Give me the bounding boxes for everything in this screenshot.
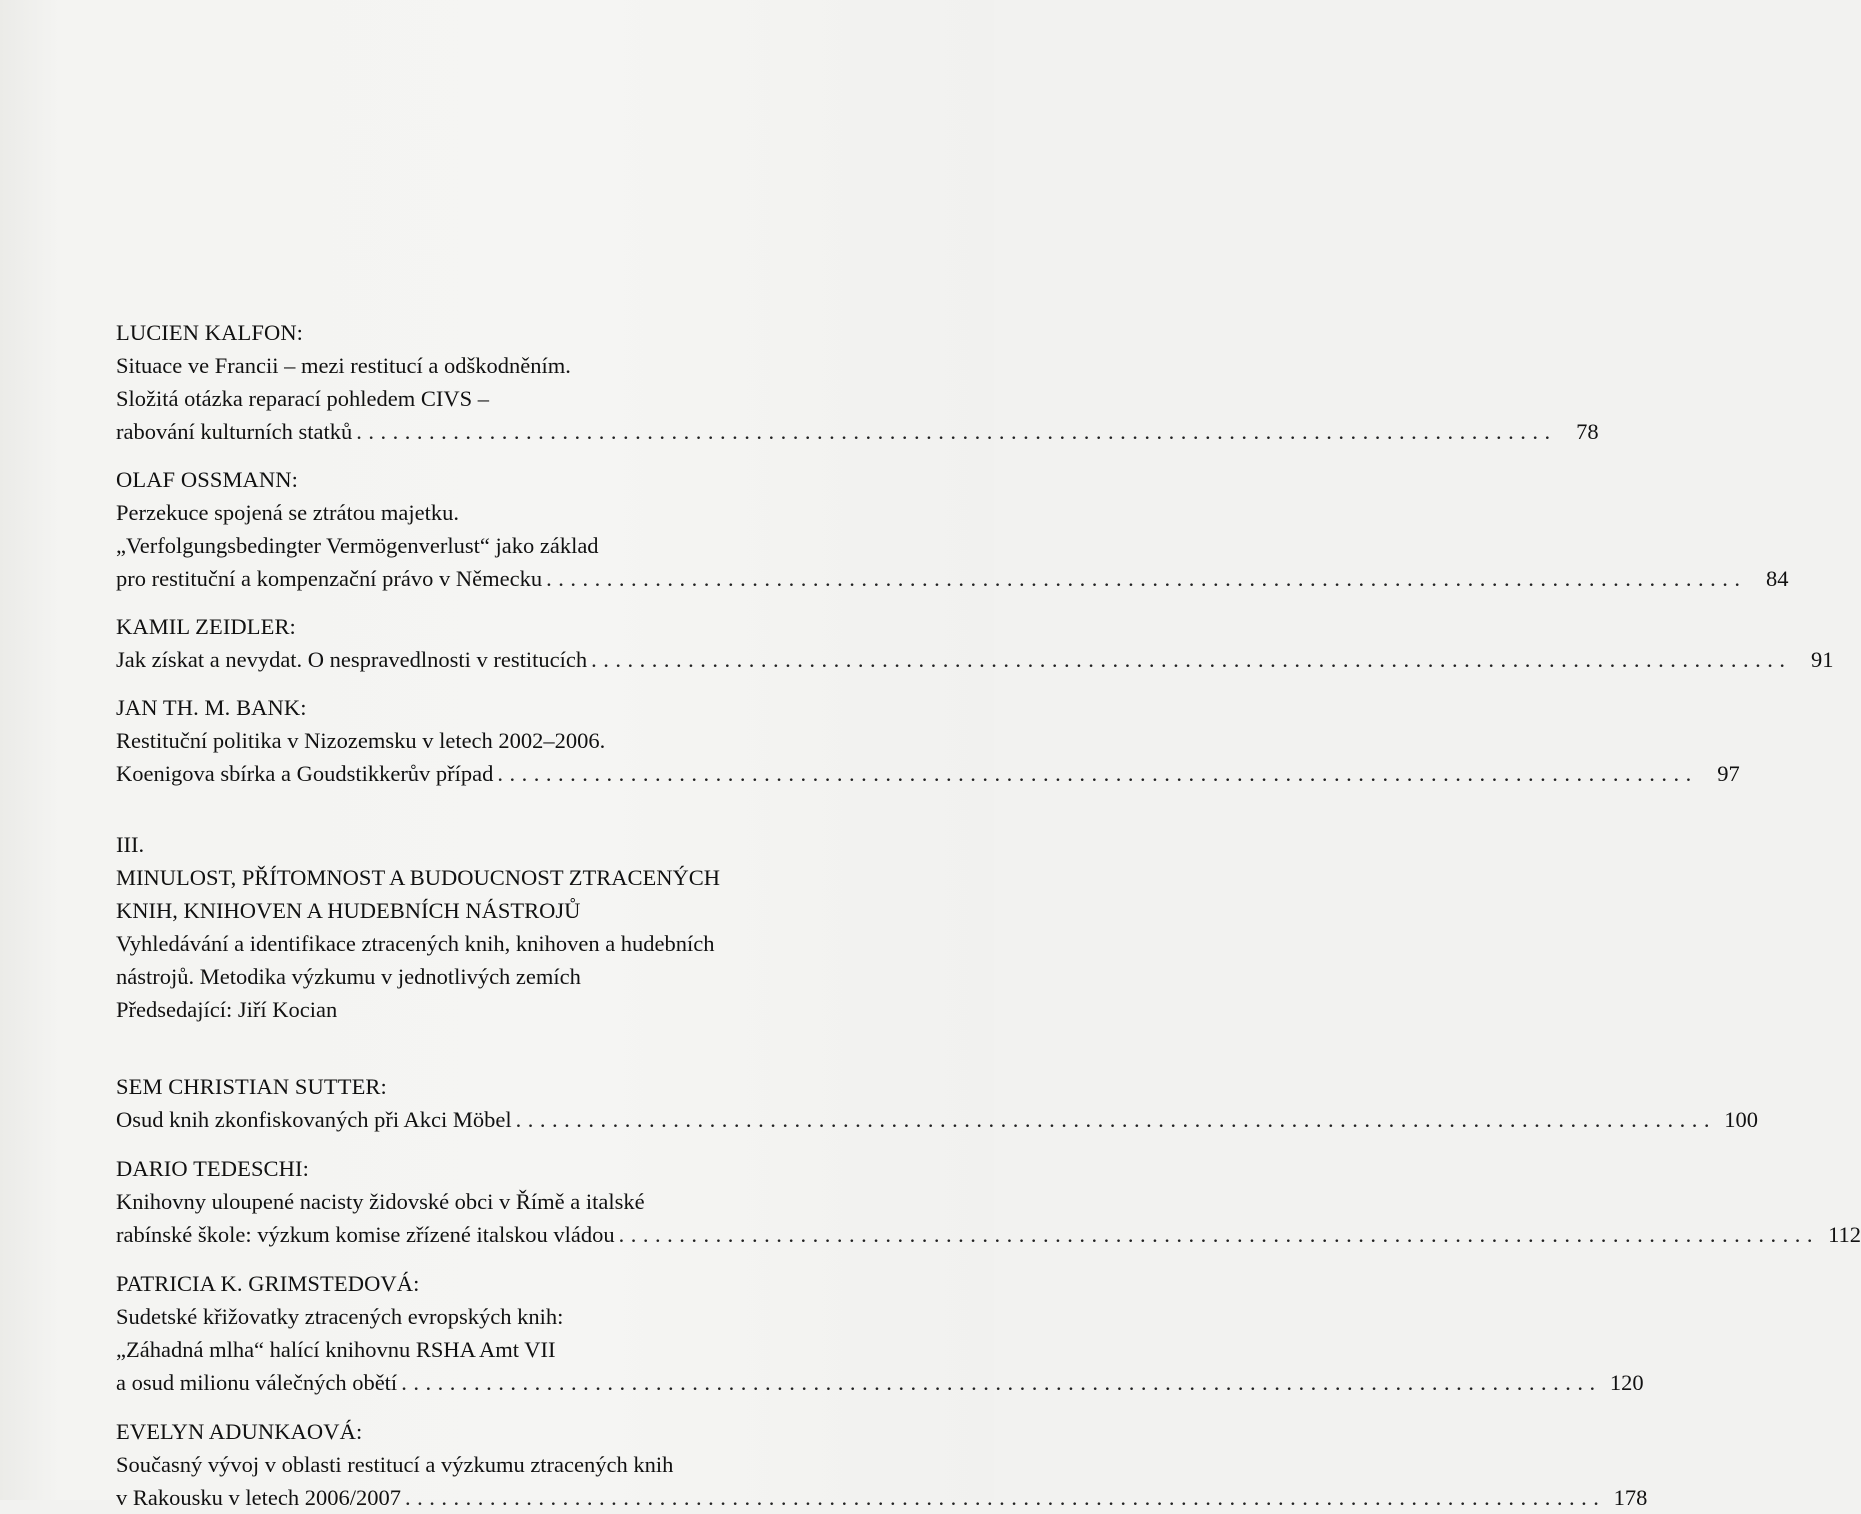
toc-page-number: 178 <box>1613 1485 1648 1510</box>
toc-author: EVELYN ADUNKAOVÁ: <box>116 1419 363 1444</box>
toc-entry <box>116 610 1834 676</box>
toc-entry <box>116 1267 1644 1399</box>
dot-leader: ................................................................................................... <box>497 761 1698 786</box>
dot-leader: ................................................................................................... <box>404 1485 1606 1510</box>
toc-title-line: Složitá otázka reparací pohledem CIVS – <box>116 386 489 411</box>
toc-leader-line <box>116 643 1834 676</box>
dot-leader: ................................................................................................... <box>618 1222 1820 1247</box>
toc-section <box>116 828 906 1026</box>
toc-title-line: rabování kulturních statků <box>116 419 353 444</box>
toc-title-line: v Rakousku v letech 2006/2007 <box>116 1485 401 1510</box>
toc-page-number: 100 <box>1724 1107 1758 1132</box>
toc-title-line: Situace ve Francii – mezi restitucí a odškodněním. <box>116 353 571 378</box>
toc-author: DARIO TEDESCHI: <box>116 1156 309 1181</box>
toc-title-line: a osud milionu válečných obětí <box>116 1370 398 1395</box>
toc-leader-line <box>116 1366 1644 1399</box>
toc-entry <box>116 691 1740 790</box>
section-subtitle-line: nástrojů. Metodika výzkumu v jednotlivých zemích <box>116 964 581 989</box>
toc-entry <box>116 316 1599 448</box>
toc-entry <box>116 463 1789 595</box>
toc-title-line: pro restituční a kompenzační právo v Německu <box>116 566 543 591</box>
toc-title-line: Koenigova sbírka a Goudstikkerův případ <box>116 761 494 786</box>
toc-author: JAN TH. M. BANK: <box>116 695 307 720</box>
toc-page-number: 120 <box>1609 1370 1644 1395</box>
toc-title-line: Sudetské křižovatky ztracených evropských knih: <box>116 1304 564 1329</box>
dot-leader: ................................................................................................... <box>591 647 1792 672</box>
toc-leader-line <box>116 1103 1758 1136</box>
toc-author: KAMIL ZEIDLER: <box>116 614 296 639</box>
toc-leader-line <box>116 562 1789 595</box>
section-chair: Předsedající: Jiří Kocian <box>116 997 338 1022</box>
toc-entry <box>116 1415 1648 1514</box>
toc-title-line: Současný vývoj v oblasti restitucí a výzkumu ztracených knih <box>116 1452 674 1477</box>
toc-page-number: 84 <box>1765 566 1789 591</box>
toc-page-number: 91 <box>1811 647 1834 672</box>
toc-page-number: 78 <box>1576 419 1599 444</box>
section-title-line: MINULOST, PŘÍTOMNOST A BUDOUCNOST ZTRACENÝCH <box>116 865 721 890</box>
toc-leader-line <box>116 415 1599 448</box>
dot-leader: ................................................................................................... <box>546 566 1747 591</box>
toc-leader-line <box>116 1481 1648 1514</box>
toc-title-line: Perzekuce spojená se ztrátou majetku. <box>116 500 459 525</box>
section-number: III. <box>116 832 145 857</box>
toc-title-line: rabínské škole: výzkum komise zřízené italskou vládou <box>116 1222 615 1247</box>
section-subtitle-line: Vyhledávání a identifikace ztracených knih, knihoven a hudebních <box>116 931 715 956</box>
toc-author: OLAF OSSMANN: <box>116 467 298 492</box>
toc-page-number: 112 <box>1828 1222 1861 1247</box>
table-of-contents <box>116 316 1861 1514</box>
toc-title-line: „Verfolgungsbedingter Vermögenverlust“ jako základ <box>116 533 599 558</box>
toc-leader-line <box>116 757 1740 790</box>
dot-leader: ................................................................................................... <box>356 419 1557 444</box>
toc-page-number: 97 <box>1717 761 1740 786</box>
toc-author: SEM CHRISTIAN SUTTER: <box>116 1074 387 1099</box>
toc-entry <box>116 1152 1861 1251</box>
toc-entry <box>116 1070 1758 1136</box>
toc-leader-line <box>116 1218 1861 1251</box>
toc-title-line: Knihovny uloupené nacisty židovské obci v Římě a italské <box>116 1189 645 1214</box>
dot-leader: ................................................................................................... <box>401 1370 1602 1395</box>
dot-leader: ................................................................................................... <box>515 1107 1716 1132</box>
toc-author: LUCIEN KALFON: <box>116 320 304 345</box>
section-title-line: KNIH, KNIHOVEN A HUDEBNÍCH NÁSTROJŮ <box>116 898 581 923</box>
toc-title-line: Jak získat a nevydat. O nespravedlnosti v restitucích <box>116 647 588 672</box>
toc-author: PATRICIA K. GRIMSTEDOVÁ: <box>116 1271 420 1296</box>
toc-title-line: „Záhadná mlha“ halící knihovnu RSHA Amt VII <box>116 1337 556 1362</box>
toc-title-line: Restituční politika v Nizozemsku v letech 2002–2006. <box>116 728 606 753</box>
toc-title-line: Osud knih zkonfiskovaných při Akci Möbel <box>116 1107 512 1132</box>
